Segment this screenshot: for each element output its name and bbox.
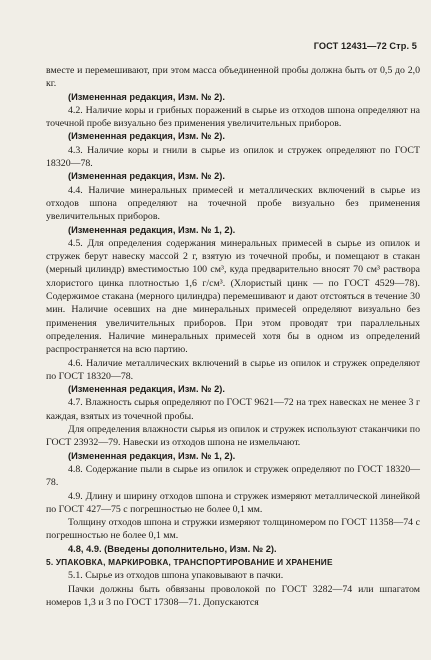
edition-note: (Измененная редакция, Изм. № 2).: [68, 131, 225, 142]
paragraph: 4.5. Для определения содержания минеральных примесей в сырье из опилок и стружек берут навеску массой 2 г, взятую из точечной пробы, и помещают в стакан (мерный цилиндр) вместимостью 100 см³, куда предварительно вносят 70 см³ раствора хлористого цинка плотностью 1,6 г/см³. (Хлористый цинк — по ГОСТ 4529—78). Содержимое стакана (мерного цилиндра) перемешивают и дают отстояться в течение 30 мин. Наличие осевших на дне минеральных примесей определяют визуально без применения увеличительных приборов. При этом проводят три параллельных определения. Наличие минеральных примесей хотя бы в одном из определений распространяется на всю партию.: [46, 237, 420, 356]
page-header: ГОСТ 12431—72 Стр. 5: [313, 41, 417, 51]
paragraph: 5.1. Сырье из отходов шпона упаковывают в пачки.: [68, 570, 284, 582]
paragraph: 4.2. Наличие коры и грибных поражений в сырье из отходов шпона определяют на точечной пробе визуально без применения увеличительных приборов.: [46, 104, 420, 130]
edition-note: (Измененная редакция, Изм. № 2).: [68, 171, 225, 182]
edition-note: (Измененная редакция, Изм. № 1, 2).: [68, 224, 236, 235]
paragraph: 4.6. Наличие металлических включений в сырье из опилок и стружек определяют по ГОСТ 18320—78.: [46, 357, 420, 382]
paragraph: 4.4. Наличие минеральных примесей и металлических включений в сырье из отходов шпона определяют на точечной пробе визуально без применения увеличительных приборов.: [46, 184, 420, 223]
paragraph: Толщину отходов шпона и стружки измеряют толщиномером по ГОСТ 11358—74 с погрешностью не более 0,1 мм.: [46, 517, 420, 542]
edition-note: (Измененная редакция, Изм. № 2).: [68, 384, 225, 395]
paragraph: 4.9. Длину и ширину отходов шпона и стружек измеряют металлической линейкой по ГОСТ 427—75 с погрешностью не более 0,1 мм.: [46, 490, 420, 515]
paragraph: 4.8. Содержание пыли в сырье из опилок и стружек определяют по ГОСТ 18320—78.: [46, 463, 420, 489]
paragraph: Пачки должны быть обвязаны проволокой по ГОСТ 3282—74 или шпагатом номеров 1,3 и 3 по ГОСТ 17308—71. Допускаются: [46, 583, 420, 608]
document-body: [46, 64, 420, 609]
edition-note: 4.8, 4.9. (Введены дополнительно, Изм. № 2).: [68, 543, 277, 554]
paragraph: 4.7. Влажность сырья определяют по ГОСТ 9621—72 на трех навесках не менее 3 г каждая, взятых из точечной пробы.: [46, 397, 420, 422]
edition-note: (Измененная редакция, Изм. № 1, 2).: [68, 450, 236, 461]
edition-note: (Измененная редакция, Изм. № 2).: [68, 91, 225, 102]
paragraph: 4.3. Наличие коры и гнили в сырье из опилок и стружек определяют по ГОСТ 18320—78.: [46, 144, 420, 170]
paragraph: Для определения влажности сырья из опилок и стружек используют стаканчики по ГОСТ 23932—79. Навески из отходов шпона не измельчают.: [46, 424, 420, 449]
section-heading: 5. УПАКОВКА, МАРКИРОВКА, ТРАНСПОРТИРОВАНИЕ И ХРАНЕНИЕ: [46, 556, 333, 567]
paragraph: вместе и перемешивают, при этом масса объединенной пробы должна быть от 0,5 до 2,0 кг.: [46, 65, 420, 90]
